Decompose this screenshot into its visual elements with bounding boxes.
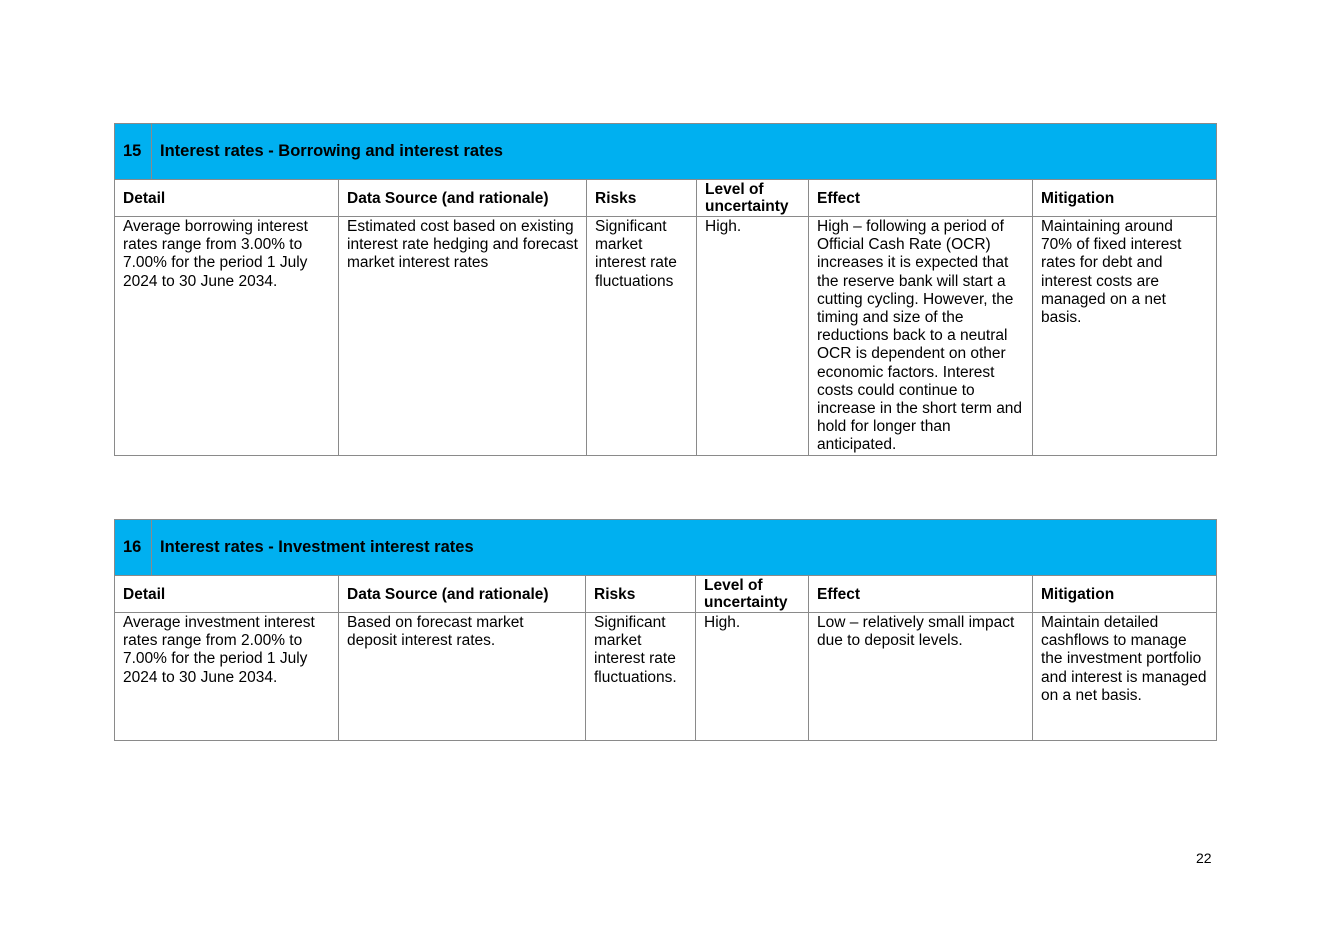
cell-uncertainty: High. xyxy=(696,613,809,741)
page-number: 22 xyxy=(1196,850,1212,866)
header-uncertainty: Level of uncertainty xyxy=(697,180,809,217)
cell-mitigation: Maintaining around 70% of fixed interest rates for debt and interest costs are managed on a net basis. xyxy=(1033,217,1217,456)
section-number: 16 xyxy=(115,520,152,576)
header-effect: Effect xyxy=(809,180,1033,217)
assumption-table-15 xyxy=(114,123,1216,456)
assumption-table-16 xyxy=(114,519,1216,741)
assumption-grid xyxy=(114,123,1217,456)
cell-effect: Low – relatively small impact due to deposit levels. xyxy=(809,613,1033,741)
header-uncertainty: Level of uncertainty xyxy=(696,576,809,613)
cell-detail: Average borrowing interest rates range from 3.00% to 7.00% for the period 1 July 2024 to 30 June 2034. xyxy=(115,217,339,456)
cell-uncertainty: High. xyxy=(697,217,809,456)
header-data-source: Data Source (and rationale) xyxy=(339,180,587,217)
header-detail: Detail xyxy=(115,576,339,613)
cell-data-source: Estimated cost based on existing interest rate hedging and forecast market interest rates xyxy=(339,217,587,456)
cell-risks: Significant market interest rate fluctuations. xyxy=(586,613,696,741)
header-mitigation: Mitigation xyxy=(1033,180,1217,217)
header-risks: Risks xyxy=(586,576,696,613)
section-title: Interest rates - Investment interest rates xyxy=(152,520,1217,576)
cell-mitigation: Maintain detailed cashflows to manage the investment portfolio and interest is managed on a net basis. xyxy=(1033,613,1217,741)
header-detail: Detail xyxy=(115,180,339,217)
section-title: Interest rates - Borrowing and interest rates xyxy=(152,124,1217,180)
header-risks: Risks xyxy=(587,180,697,217)
header-effect: Effect xyxy=(809,576,1033,613)
assumption-grid xyxy=(114,519,1217,741)
cell-effect: High – following a period of Official Cash Rate (OCR) increases it is expected that the reserve bank will start a cutting cycling. However, the timing and size of the reductions back to a neutral OCR is dependent on other economic factors. Interest costs could continue to increase in the short term and hold for longer than anticipated. xyxy=(809,217,1033,456)
header-mitigation: Mitigation xyxy=(1033,576,1217,613)
cell-risks: Significant market interest rate fluctuations xyxy=(587,217,697,456)
section-number: 15 xyxy=(115,124,152,180)
cell-detail: Average investment interest rates range from 2.00% to 7.00% for the period 1 July 2024 to 30 June 2034. xyxy=(115,613,339,741)
cell-data-source: Based on forecast market deposit interest rates. xyxy=(339,613,586,741)
header-data-source: Data Source (and rationale) xyxy=(339,576,586,613)
